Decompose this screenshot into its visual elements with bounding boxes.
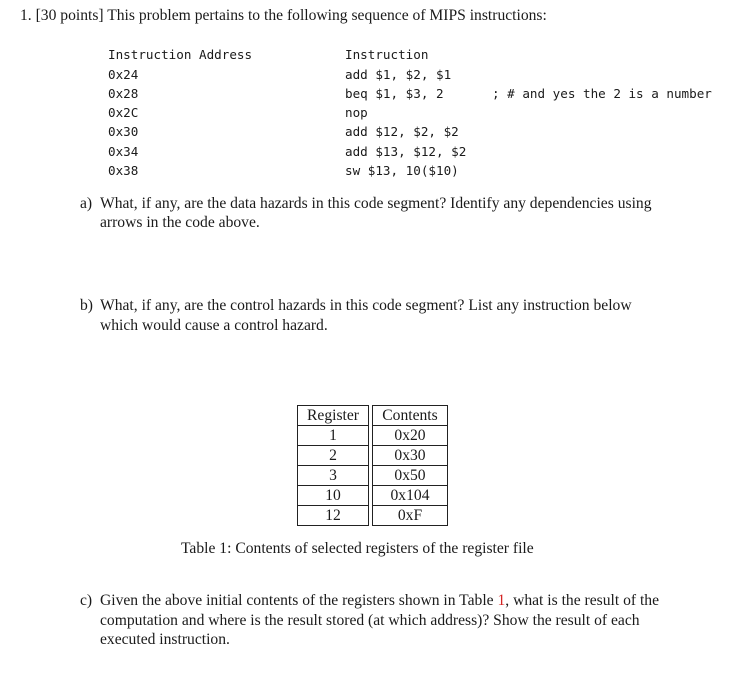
register-number: 12: [297, 506, 369, 526]
address-column-header: Instruction Address: [108, 47, 253, 62]
instruction-column-header: Instruction: [345, 47, 429, 62]
table-row: [297, 446, 448, 466]
register-table-header-row: [297, 405, 448, 426]
instruction-text: beq $1, $3, 2: [345, 86, 444, 101]
problem-number: 1.: [20, 7, 32, 24]
table-row: [297, 486, 448, 506]
register-contents: 0x30: [372, 446, 448, 466]
part-c-question-end: executed instruction.: [100, 631, 230, 648]
table-reference-link[interactable]: 1: [497, 592, 506, 609]
register-contents: 0x50: [372, 466, 448, 486]
register-contents: 0xF: [372, 506, 448, 526]
instruction-text: add $12, $2, $2: [345, 124, 459, 139]
register-contents: 0x20: [372, 426, 448, 446]
instruction-address: 0x38: [108, 163, 139, 178]
contents-column-header: Contents: [372, 405, 448, 426]
register-contents: 0x104: [372, 486, 448, 506]
instruction-text: nop: [345, 105, 368, 120]
table-row: [297, 426, 448, 446]
part-b-question-cont: which would cause a control hazard.: [100, 317, 328, 334]
problem-header: [20, 7, 547, 25]
part-a-question: What, if any, are the data hazards in this code segment? Identify any dependencies using: [100, 195, 652, 212]
table-row: [297, 466, 448, 486]
register-number: 2: [297, 446, 369, 466]
instruction-address: 0x30: [108, 124, 139, 139]
part-c-question-cont: computation and where is the result stored (at which address)? Show the result of each: [100, 612, 640, 629]
instruction-address: 0x34: [108, 144, 139, 159]
part-b-label: b): [80, 297, 93, 314]
problem-statement: [30 points] This problem pertains to the following sequence of MIPS instructions:: [35, 7, 547, 24]
table-row: [297, 506, 448, 526]
register-number: 3: [297, 466, 369, 486]
part-b-question: What, if any, are the control hazards in this code segment? List any instruction below: [100, 297, 632, 314]
part-a-label: a): [80, 195, 93, 212]
instruction-text: sw $13, 10($10): [345, 163, 459, 178]
register-number: 1: [297, 426, 369, 446]
table-caption: Table 1: Contents of selected registers of the register file: [181, 540, 534, 557]
instruction-comment: ; # and yes the 2 is a number: [492, 86, 712, 101]
instruction-address: 0x24: [108, 67, 139, 82]
part-c-question: Given the above initial contents of the registers shown in Table 1, what is the result of the: [100, 592, 660, 609]
part-a-question-cont: arrows in the code above.: [100, 214, 260, 231]
instruction-text: add $1, $2, $1: [345, 67, 452, 82]
part-c-label: c): [80, 592, 93, 609]
instruction-text: add $13, $12, $2: [345, 144, 467, 159]
register-table: [297, 405, 448, 526]
instruction-address: 0x2C: [108, 105, 139, 120]
register-number: 10: [297, 486, 369, 506]
instruction-address: 0x28: [108, 86, 139, 101]
register-column-header: Register: [297, 405, 369, 426]
